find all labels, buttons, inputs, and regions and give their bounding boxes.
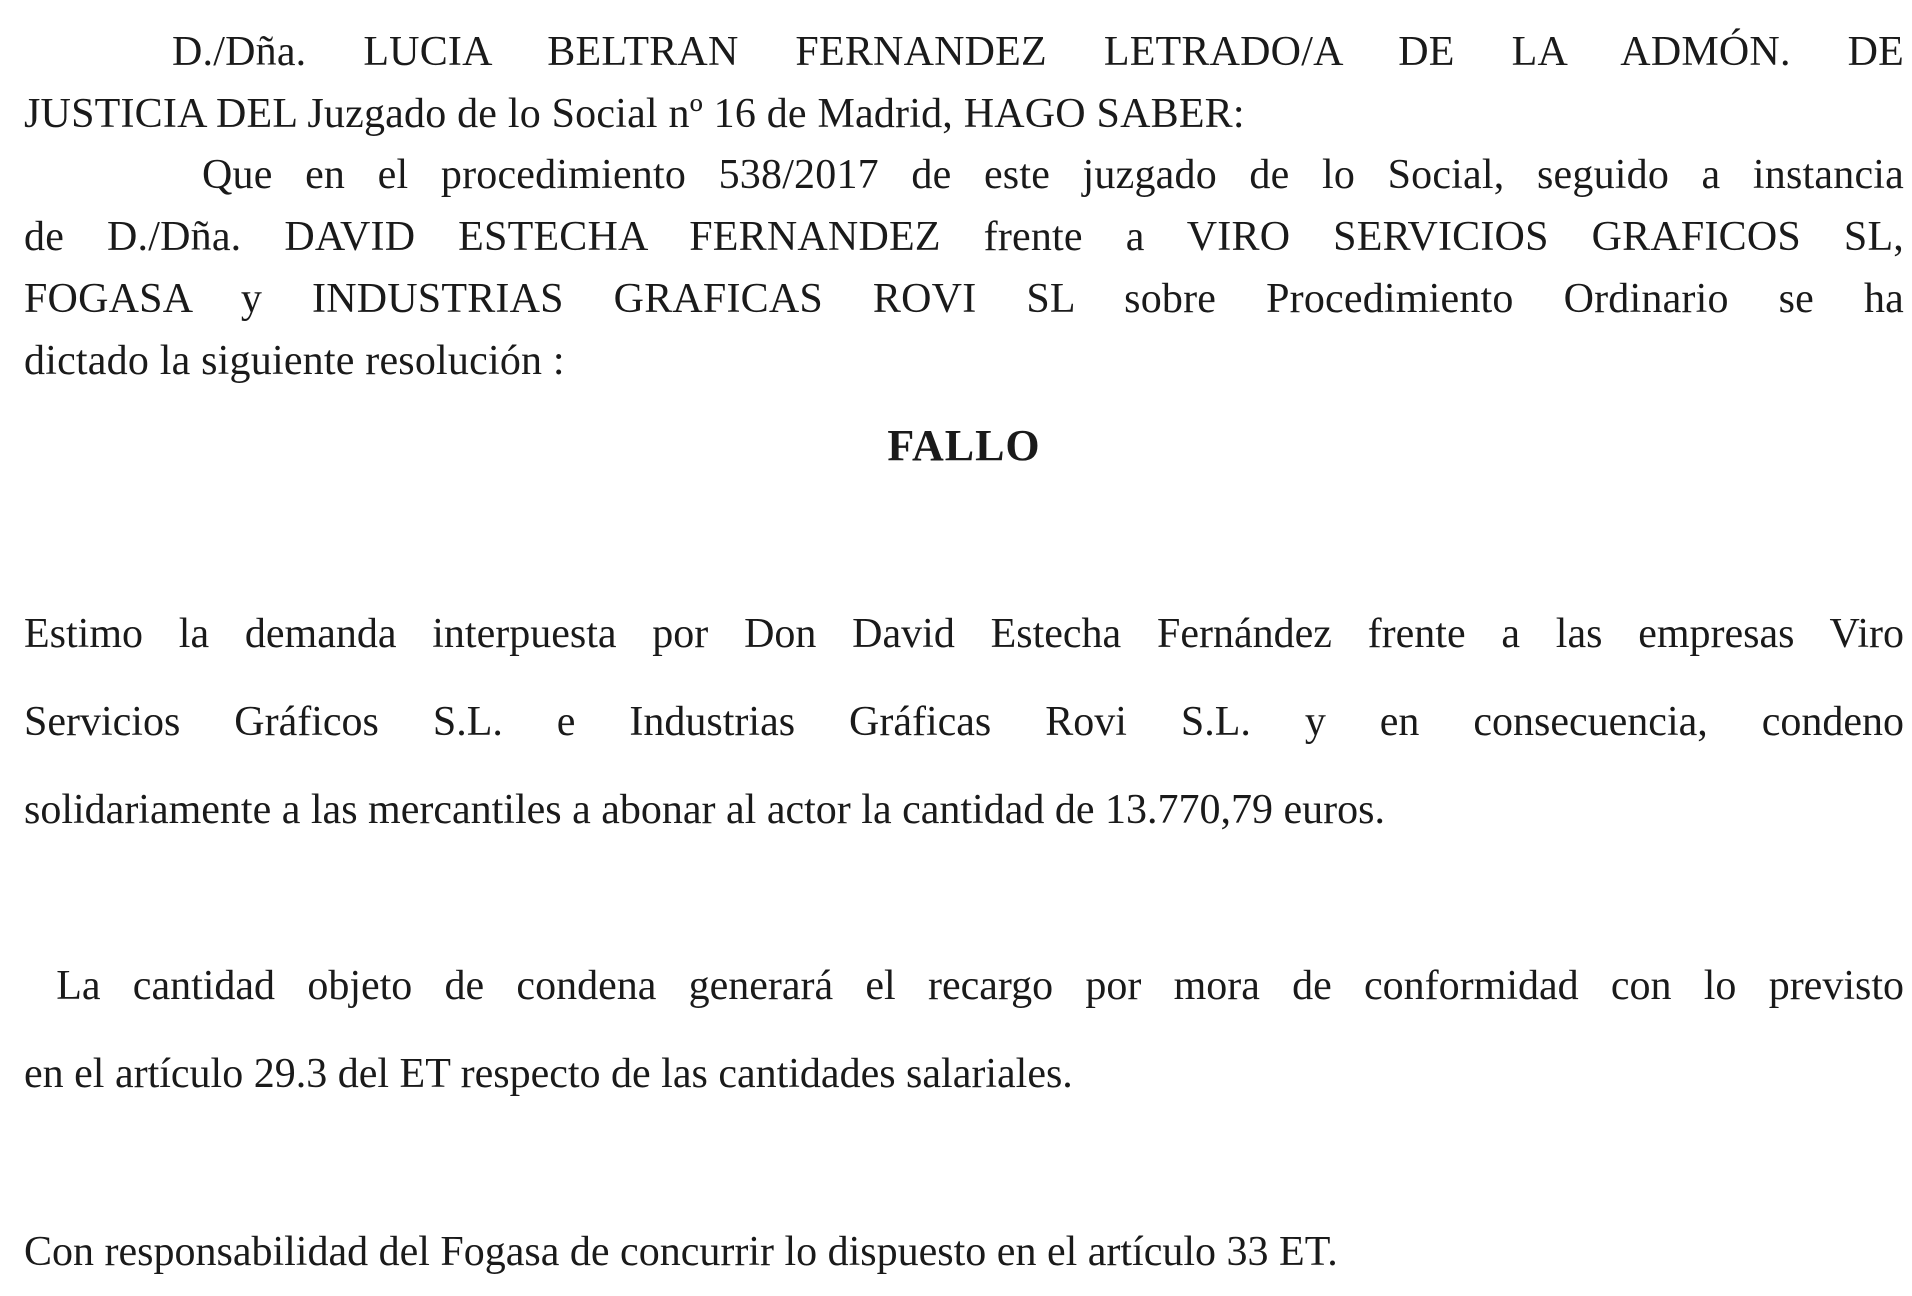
fallo-line: Servicios Gráficos S.L. e Industrias Gráficas Rovi S.L. y en consecuencia, condeno: [24, 699, 1904, 745]
intro-line: JUSTICIA DEL Juzgado de lo Social nº 16 de Madrid, HAGO SABER:: [24, 90, 1245, 137]
intro-line: Que en el procedimiento 538/2017 de este juzgado de lo Social, seguido a instancia: [202, 152, 1904, 199]
fogasa-paragraph: [24, 1208, 1904, 1296]
fallo-line: solidariamente a las mercantiles a abonar al actor la cantidad de 13.770,79 euros.: [24, 787, 1385, 833]
intro-line: de D./Dña. DAVID ESTECHA FERNANDEZ frente a VIRO SERVICIOS GRAFICOS SL,: [24, 214, 1904, 261]
fogasa-line: Con responsabilidad del Fogasa de concurrir lo dispuesto en el artículo 33 ET.: [24, 1229, 1338, 1275]
intro-line: FOGASA y INDUSTRIAS GRAFICAS ROVI SL sobre Procedimiento Ordinario se ha: [24, 275, 1904, 322]
intro-paragraph: [24, 22, 1904, 392]
intro-line: dictado la siguiente resolución :: [24, 337, 565, 384]
intro-line: D./Dña. LUCIA BELTRAN FERNANDEZ LETRADO/A DE LA ADMÓN. DE: [172, 29, 1904, 75]
mora-line: La cantidad objeto de condena generará el recargo por mora de conformidad con lo previsto: [24, 963, 1904, 1009]
fallo-paragraph: [24, 590, 1904, 854]
fallo-line: Estimo la demanda interpuesta por Don David Estecha Fernández frente a las empresas Viro: [24, 611, 1904, 657]
document-page: [24, 22, 1904, 1275]
mora-line: en el artículo 29.3 del ET respecto de las cantidades salariales.: [24, 1051, 1073, 1097]
mora-paragraph: [24, 942, 1904, 1118]
section-heading: FALLO: [887, 421, 1041, 470]
